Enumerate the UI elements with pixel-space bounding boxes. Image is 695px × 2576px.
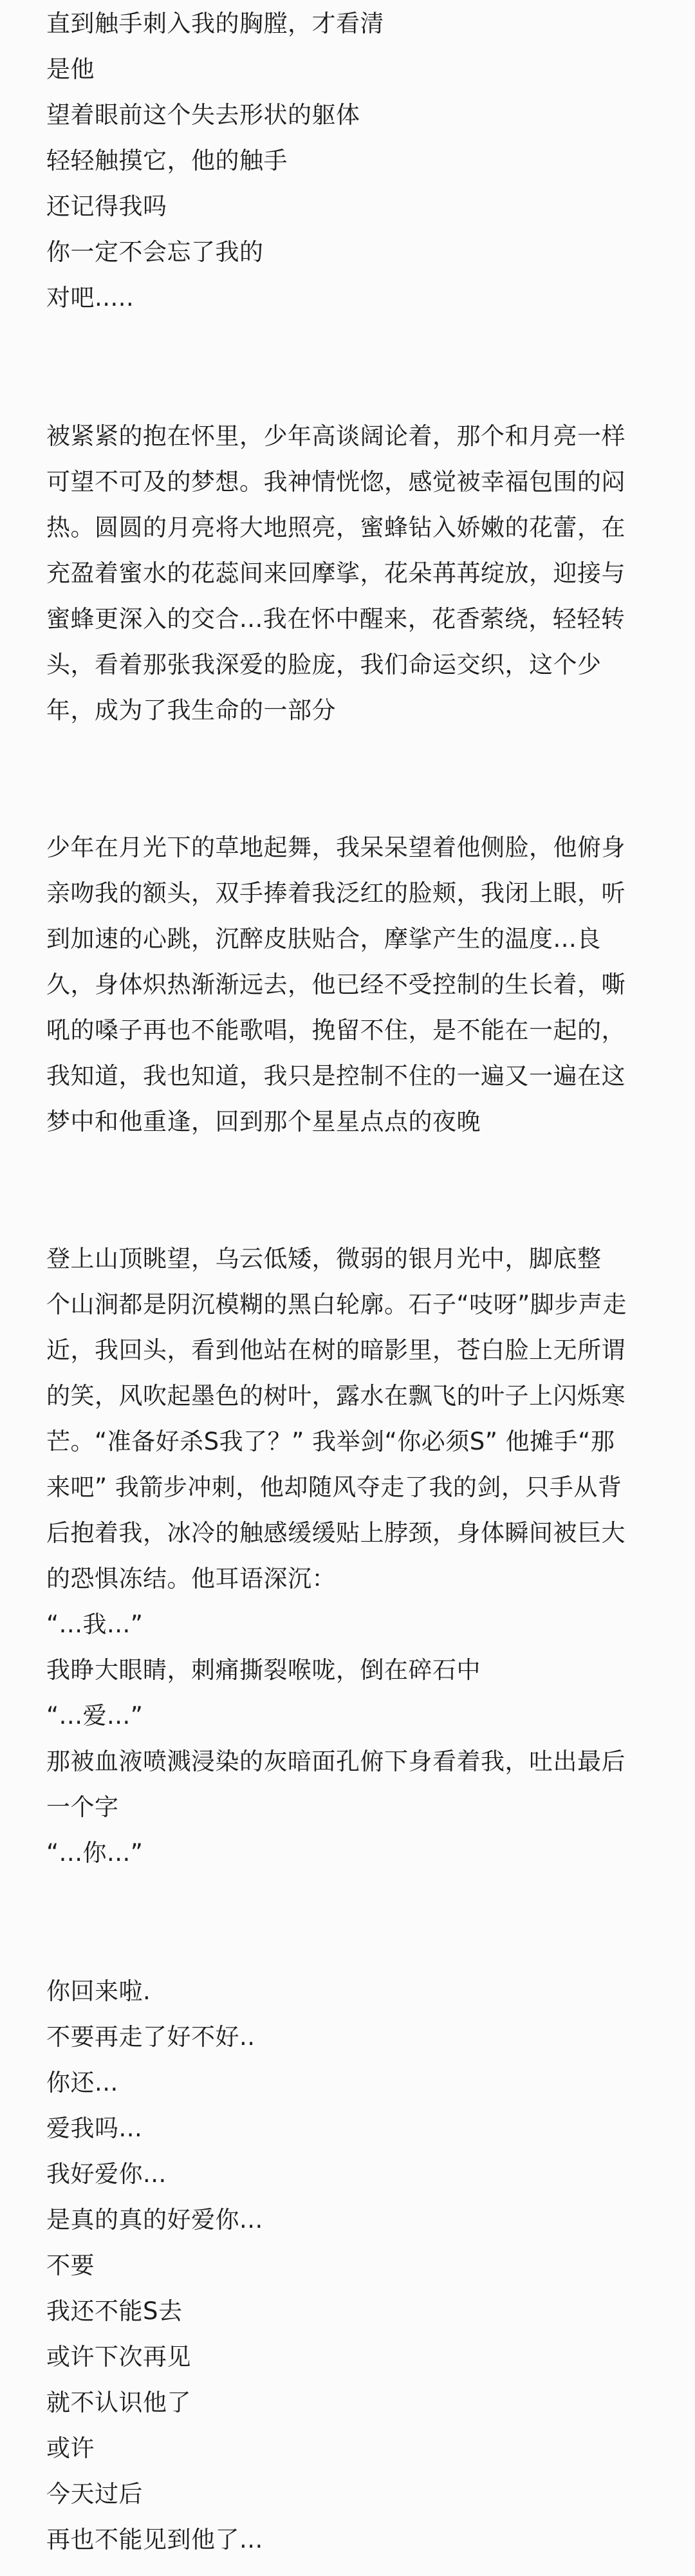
text-line: 热。圆圆的月亮将大地照亮，蜜蜂钻入娇嫩的花蕾，在 — [46, 514, 626, 541]
text-line: 爱我吗... — [46, 2114, 143, 2142]
text-line: 的恐惧冻结。他耳语深沉： — [46, 1565, 336, 1592]
text-line: 我睁大眼睛，刺痛撕裂喉咙，倒在碎石中 — [46, 1656, 481, 1684]
text-line: 或许 — [46, 2434, 95, 2462]
text-line: 的笑，风吹起墨色的树叶，露水在飘飞的叶子上闪烁寒 — [46, 1382, 626, 1410]
text-line: 年，成为了我生命的一部分 — [46, 696, 336, 724]
text-line: 轻轻触摸它，他的触手 — [46, 147, 288, 174]
text-line: 个山涧都是阴沉模糊的黑白轮廓。石子“吱呀”脚步声走 — [46, 1291, 627, 1318]
text-line: 蜜蜂更深入的交合...我在怀中醒来，花香萦绕，轻轻转 — [46, 605, 626, 633]
paragraph-embrace — [46, 413, 655, 733]
text-line: 芒。“准备好杀S我了？” 我举剑“你必须S” 他摊手“那 — [46, 1428, 615, 1455]
text-line: “...你...” — [46, 1839, 144, 1867]
text-line: 那被血液喷溅浸染的灰暗面孔俯下身看着我，吐出最后 — [46, 1748, 626, 1775]
text-line: 对吧..... — [46, 284, 134, 312]
text-line: 是他 — [46, 55, 95, 83]
text-line: “...爱...” — [46, 1702, 144, 1730]
text-line: “...我...” — [46, 1610, 144, 1638]
poem-stanza-return — [46, 1968, 655, 2562]
text-line: 不要再走了好不好.. — [46, 2023, 255, 2051]
text-line: 你回来啦. — [46, 1977, 151, 2005]
text-line: 到加速的心跳，沉醉皮肤贴合，摩挲产生的温度...良 — [46, 925, 601, 953]
text-line: 吼的嗓子再也不能歌唱，挽留不住，是不能在一起的， — [46, 1016, 626, 1044]
text-line: 或许下次再见 — [46, 2343, 191, 2371]
text-line: 后抱着我，冰冷的触感缓缓贴上脖颈，身体瞬间被巨大 — [46, 1519, 626, 1547]
text-line: 亲吻我的额头，双手捧着我泛红的脸颊，我闭上眼，听 — [46, 879, 626, 907]
text-line: 登上山顶眺望，乌云低矮，微弱的银月光中，脚底整 — [46, 1245, 602, 1273]
text-line: 可望不可及的梦想。我神情恍惚，感觉被幸福包围的闷 — [46, 468, 626, 496]
text-line: 直到触手刺入我的胸膛，才看清 — [46, 10, 384, 37]
paragraph-moonlight-dance — [46, 825, 655, 1144]
text-line: 不要 — [46, 2252, 95, 2279]
text-line: 近，我回头，看到他站在树的暗影里，苍白脸上无所谓 — [46, 1336, 626, 1364]
text-line: 我还不能S去 — [46, 2297, 183, 2325]
text-line: 今天过后 — [46, 2480, 143, 2508]
poem-stanza-1 — [46, 1, 655, 321]
text-line: 梦中和他重逢，回到那个星星点点的夜晚 — [46, 1108, 481, 1135]
text-line: 久，身体炽热渐渐远去，他已经不受控制的生长着，嘶 — [46, 971, 626, 998]
text-line: 还记得我吗 — [46, 192, 167, 220]
text-line: 就不认识他了 — [46, 2389, 191, 2416]
text-line: 我好爱你... — [46, 2160, 167, 2188]
text-line: 一个字 — [46, 1793, 119, 1821]
paragraph-mountain-top — [46, 1236, 655, 1876]
text-line: 再也不能见到他了... — [46, 2526, 263, 2553]
text-line: 你一定不会忘了我的 — [46, 238, 264, 266]
text-line: 我知道，我也知道，我只是控制不住的一遍又一遍在这 — [46, 1062, 626, 1090]
text-line: 充盈着蜜水的花蕊间来回摩挲，花朵苒苒绽放，迎接与 — [46, 559, 626, 587]
text-line: 被紧紧的抱在怀里，少年高谈阔论着，那个和月亮一样 — [46, 422, 626, 450]
text-line: 是真的真的好爱你... — [46, 2206, 263, 2234]
text-line: 你还... — [46, 2069, 118, 2096]
text-line: 头，看着那张我深爱的脸庞，我们命运交织，这个少 — [46, 651, 602, 678]
text-line: 望着眼前这个失去形状的躯体 — [46, 101, 360, 129]
text-line: 少年在月光下的草地起舞，我呆呆望着他侧脸，他俯身 — [46, 834, 626, 861]
text-line: 来吧” 我箭步冲刺，他却随风夺走了我的剑，只手从背 — [46, 1473, 622, 1501]
